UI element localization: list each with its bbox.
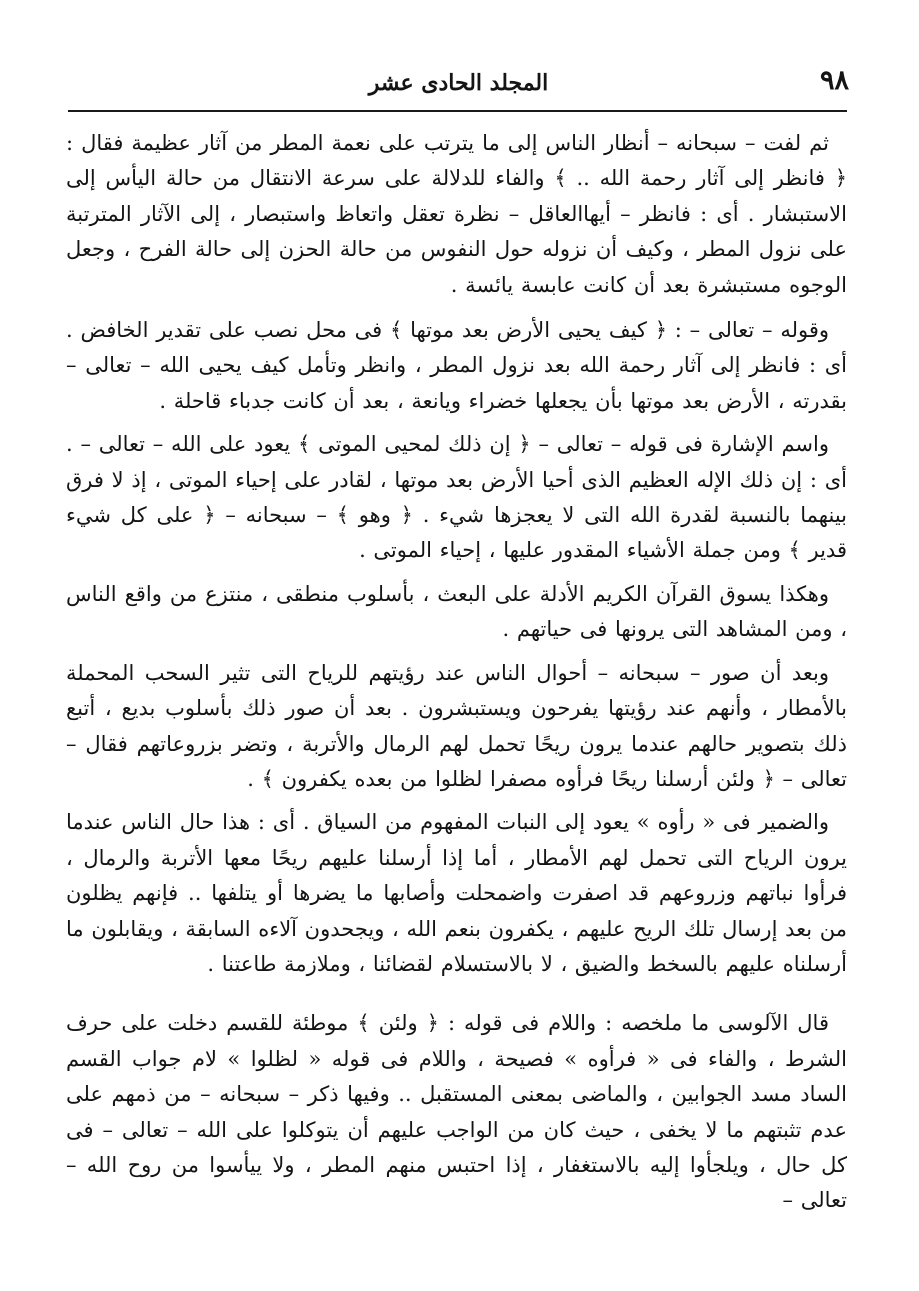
page-header [68,66,849,106]
paragraph [66,427,847,569]
page-number: ٩٨ [819,65,849,96]
paragraph [66,1006,847,1218]
paragraph-text: وقوله – تعالى – : ﴿ كيف يحيى الأرض بعد موتها ﴾ فى محل نصب على تقدير الخافض . أى : فانظر إلى آثار رحمة الله بعد نزول المطر ، وانظر وتأمل كيف يحيى الله – تعالى – بقدرته ، الأرض بعد موتها بأن يجعلها خضراء ويانعة ، بعد أن كانت جدباء قاحلة . [66,318,848,413]
paragraph-text: واسم الإشارة فى قوله – تعالى – ﴿ إن ذلك لمحيى الموتى ﴾ يعود على الله – تعالى – . أى : إن ذلك الإله العظيم الذى أحيا الأرض بعد موتها ، لقادر على إحياء الموتى ، إذ لا فرق بينهما بالنسبة لقدرة الله التى لا يعجزها شيء . ﴿ وهو ﴾ – سبحانه – ﴿ على كل شيء قدير ﴾ ومن جملة الأشياء المقدور عليها ، إحياء الموتى . [66,432,847,563]
page-body [66,126,847,1219]
paragraph [66,656,847,798]
paragraph [66,805,847,982]
paragraph [66,313,847,419]
header-divider [68,110,847,112]
paragraph-text: وبعد أن صور – سبحانه – أحوال الناس عند رؤيتهم للرياح التى تثير السحب المحملة بالأمطار ، وأنهم عند رؤيتها يفرحون ويستبشرون . بعد أن صور ذلك بأسلوب بديع ، أتبع ذلك بتصوير حالهم عندما يرون ريحًا تحمل لهم الرمال والأتربة ، وتضر بزروعاتهم فقال – تعالى – ﴿ ولئن أرسلنا ريحًا فرأوه مصفرا لظلوا من بعده يكفرون ﴾ . [66,660,847,791]
paragraph [66,126,847,303]
paragraph [66,577,847,648]
running-title: المجلد الحادى عشر [368,70,549,96]
paragraph-text: وهكذا يسوق القرآن الكريم الأدلة على البعث ، بأسلوب منطقى ، منتزع من واقع الناس ، ومن المشاهد التى يرونها فى حياتهم . [66,581,847,642]
paragraph-text: والضمير فى « رأوه » يعود إلى النبات المفهوم من السياق . أى : هذا حال الناس عندما يرون الرياح التى تحمل لهم الأمطار ، أما إذا أرسلنا عليهم ريحًا معها الأتربة والرمال ، فرأوا نباتهم وزروعهم قد اصفرت واضمحلت وأصابها ما يضرها أو يتلفها .. فإنهم يظلون من بعد إرسال تلك الريح عليهم ، يكفرون بنعم الله ، ويجحدون آلاءه السابقة ، ويقابلون ما أرسلناه عليهم بالسخط والضيق ، لا بالاستسلام لقضائنا ، وملازمة طاعتنا . [66,810,847,976]
paragraph-text: ثم لفت – سبحانه – أنظار الناس إلى ما يترتب على نعمة المطر من آثار عظيمة فقال : ﴿ فانظر إلى آثار رحمة الله .. ﴾ والفاء للدلالة على سرعة الانتقال من حالة اليأس إلى الاستبشار . أى : فانظر – أيهاالعاقل – نظرة تعقل واتعاظ واستبصار ، إلى الآثار المترتبة على نزول المطر ، وكيف أن نزوله حول النفوس من حالة الحزن إلى حالة الفرح ، وجعل الوجوه مستبشرة بعد أن كانت عابسة يائسة . [66,131,847,297]
paragraph-text: قال الآلوسى ما ملخصه : واللام فى قوله : ﴿ ولئن ﴾ موطئة للقسم دخلت على حرف الشرط ، والفاء فى « فرأوه » فصيحة ، واللام فى قوله « لظلوا » لام جواب القسم الساد مسد الجوابين ، والماضى بمعنى المستقبل .. وفيها ذكر – سبحانه – من ذمهم على عدم تثبتهم ما لا يخفى ، حيث كان من الواجب عليهم أن يتوكلوا على الله – تعالى – فى كل حال ، ويلجأوا إليه بالاستغفار ، إذا احتبس منهم المطر ، ولا ييأسوا من روح الله – تعالى – [66,1011,847,1213]
